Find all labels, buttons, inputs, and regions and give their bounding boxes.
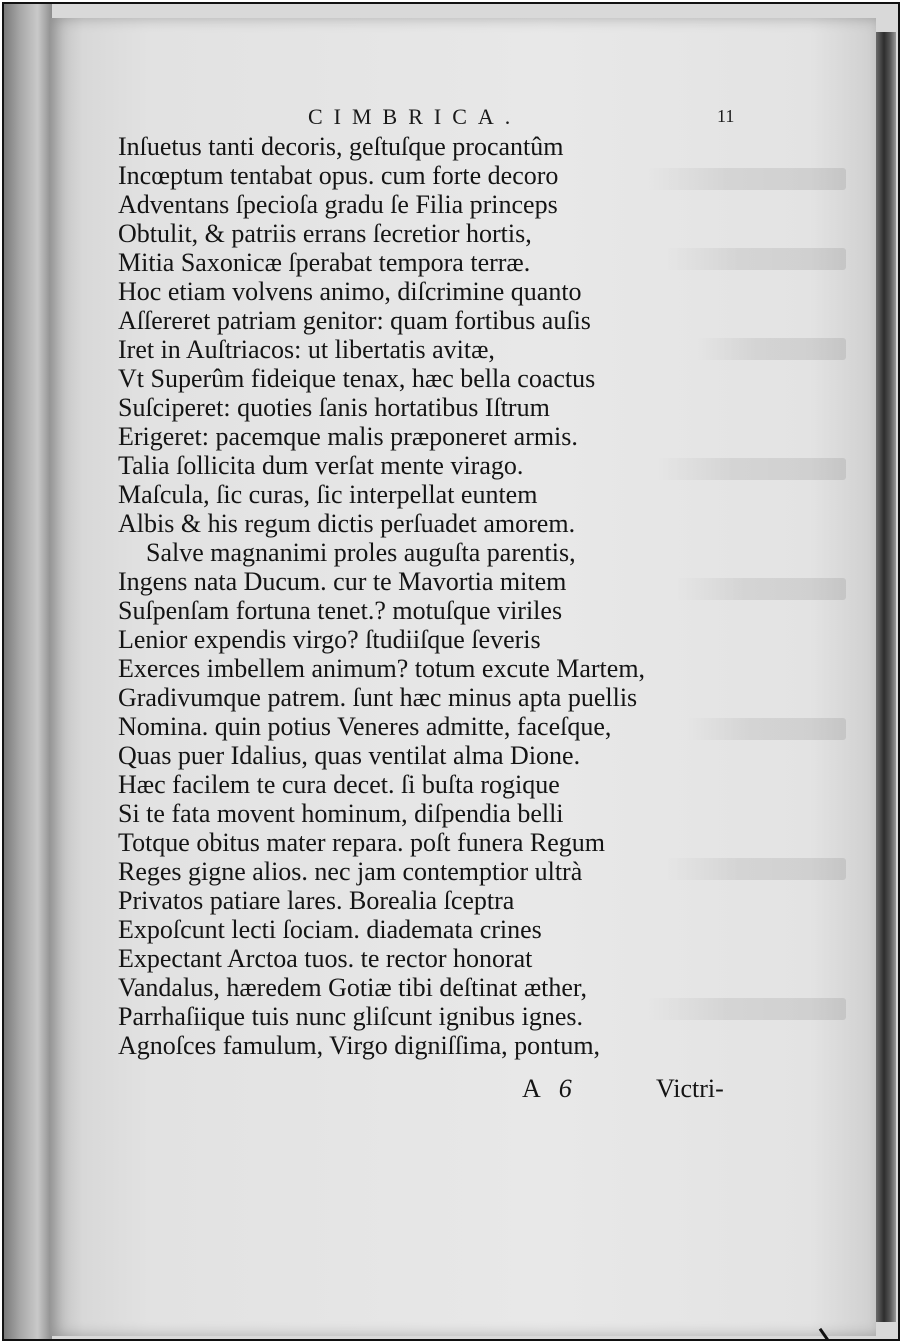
verse-line: Talia ſollicita dum verſat mente virago. xyxy=(118,451,524,480)
verse-line: Obtulit, & patriis errans ſecretior hortis, xyxy=(118,219,532,248)
verse-line: Suſciperet: quoties ſanis hortatibus Iſtrum xyxy=(118,393,550,422)
verse-line: Maſcula, ſic curas, ſic interpellat euntem xyxy=(118,480,538,509)
signature-mark xyxy=(522,1074,572,1104)
verse-line: Ingens nata Ducum. cur te Mavortia mitem xyxy=(118,567,567,596)
verse-line: Adventans ſpecioſa gradu ſe Filia princeps xyxy=(118,190,558,219)
verse-line: Privatos patiare lares. Borealia ſceptra xyxy=(118,886,515,915)
verse-line: Lenior expendis virgo? ſtudiiſque ſeveris xyxy=(118,625,541,654)
verse-line: Quas puer Idalius, quas ventilat alma Dione. xyxy=(118,741,581,770)
verse-line: Gradivumque patrem. ſunt hæc minus apta puellis xyxy=(118,683,638,712)
verse-line: Vt Superûm fideique tenax, hæc bella coactus xyxy=(118,364,596,393)
verse-block xyxy=(118,132,758,1060)
verse-line: Salve magnanimi proles auguſta parentis, xyxy=(146,538,576,567)
verse-line: Aſſereret patriam genitor: quam fortibus auſis xyxy=(118,306,591,335)
signature-letter: A xyxy=(522,1074,541,1103)
page-number: 11 xyxy=(717,106,735,126)
verse-line: Inſuetus tanti decoris, geſtuſque procantûm xyxy=(118,132,564,161)
verse-line: Iret in Auſtriacos: ut libertatis avitæ, xyxy=(118,335,495,364)
verse-line: Totque obitus mater repara. poſt funera Regum xyxy=(118,828,605,857)
running-head xyxy=(0,104,900,134)
verse-line: Parrhaſiique tuis nunc gliſcunt ignibus ignes. xyxy=(118,1002,584,1031)
verse-line: Suſpenſam fortuna tenet.? motuſque viriles xyxy=(118,596,563,625)
catchword: Victri- xyxy=(656,1074,724,1103)
verse-line: Erigeret: pacemque malis præponeret armis. xyxy=(118,422,578,451)
verse-line: Nomina. quin potius Veneres admitte, faceſque, xyxy=(118,712,612,741)
verse-line: Hæc facilem te cura decet. ſi buſta rogique xyxy=(118,770,560,799)
verse-line: Expoſcunt lecti ſociam. diademata crines xyxy=(118,915,542,944)
page-stack-edge xyxy=(876,32,896,1322)
verse-line: Exerces imbellem animum? totum excute Martem, xyxy=(118,654,646,683)
verse-line: Agnoſces famulum, Virgo digniſſima, pontum, xyxy=(118,1031,601,1060)
running-head-title: CIMBRICA. xyxy=(308,104,522,129)
verse-line: Expectant Arctoa tuos. te rector honorat xyxy=(118,944,533,973)
verse-line: Incœptum tentabat opus. cum forte decoro xyxy=(118,161,559,190)
verse-line: Vandalus, hæredem Gotiæ tibi deſtinat æther, xyxy=(118,973,588,1002)
verse-line: Mitia Saxonicæ ſperabat tempora terræ. xyxy=(118,248,531,277)
verse-line: Albis & his regum dictis perſuadet amorem. xyxy=(118,509,576,538)
verse-line: Si te fata movent hominum, diſpendia belli xyxy=(118,799,564,828)
facing-page-edge xyxy=(4,4,52,1339)
signature-number: 6 xyxy=(558,1074,572,1103)
verse-line: Hoc etiam volvens animo, diſcrimine quanto xyxy=(118,277,582,306)
verse-line: Reges gigne alios. nec jam contemptior ultrà xyxy=(118,857,583,886)
